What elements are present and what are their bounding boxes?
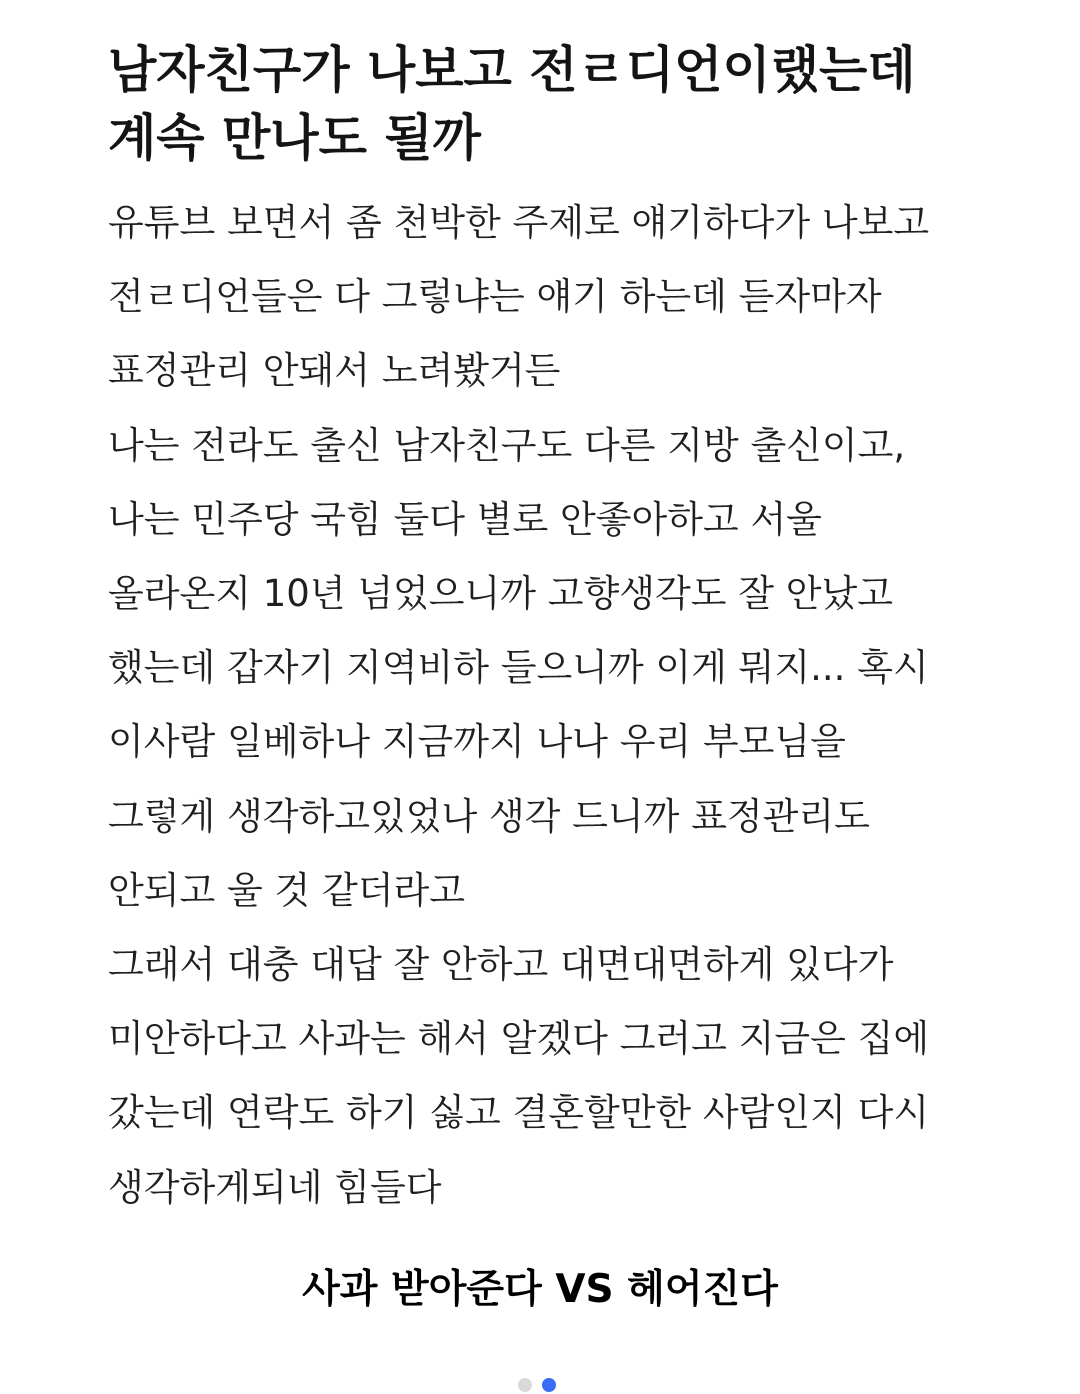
poll-caption: 사과 받아준다 VS 헤어진다 <box>302 1267 778 1312</box>
post-body-line: 생각하게되네 힘들다 <box>108 1165 442 1209</box>
carousel-pager <box>518 1378 556 1394</box>
post-body-line: 했는데 갑자기 지역비하 들으니까 이게 뭐지... 혹시 <box>108 646 929 690</box>
pager-dot[interactable] <box>542 1378 556 1392</box>
post-body-line: 그래서 대충 대답 잘 안하고 대면대면하게 있다가 <box>108 943 894 987</box>
post-body-line: 미안하다고 사과는 해서 알겠다 그러고 지금은 집에 <box>108 1017 930 1061</box>
post-body <box>108 186 988 1225</box>
post-body-line: 표정관리 안돼서 노려봤거든 <box>108 349 561 393</box>
pager-dot[interactable] <box>518 1378 532 1392</box>
post-title-line: 계속 만나도 될까 <box>108 109 481 167</box>
post-body-line: 안되고 울 것 같더라고 <box>108 868 465 912</box>
post-body-line: 갔는데 연락도 하기 싫고 결혼할만한 사람인지 다시 <box>108 1091 930 1135</box>
post-content <box>108 36 988 1225</box>
post-body-line: 이사람 일베하나 지금까지 나나 우리 부모님을 <box>108 720 846 764</box>
post-body-line: 전ㄹ디언들은 다 그렇냐는 얘기 하는데 듣자마자 <box>108 275 882 319</box>
post-body-line: 나는 전라도 출신 남자친구도 다른 지방 출신이고, <box>108 423 906 467</box>
post-title-line: 남자친구가 나보고 전ㄹ디언이랬는데 <box>108 41 916 99</box>
post-body-line: 그렇게 생각하고있었나 생각 드니까 표정관리도 <box>108 794 870 838</box>
post-body-line: 유튜브 보면서 좀 천박한 주제로 얘기하다가 나보고 <box>108 201 930 244</box>
post-body-line: 올라온지 10년 넘었으니까 고향생각도 잘 안났고 <box>108 572 893 616</box>
post-title <box>108 36 988 172</box>
post-body-line: 나는 민주당 국힘 둘다 별로 안좋아하고 서울 <box>108 497 822 541</box>
